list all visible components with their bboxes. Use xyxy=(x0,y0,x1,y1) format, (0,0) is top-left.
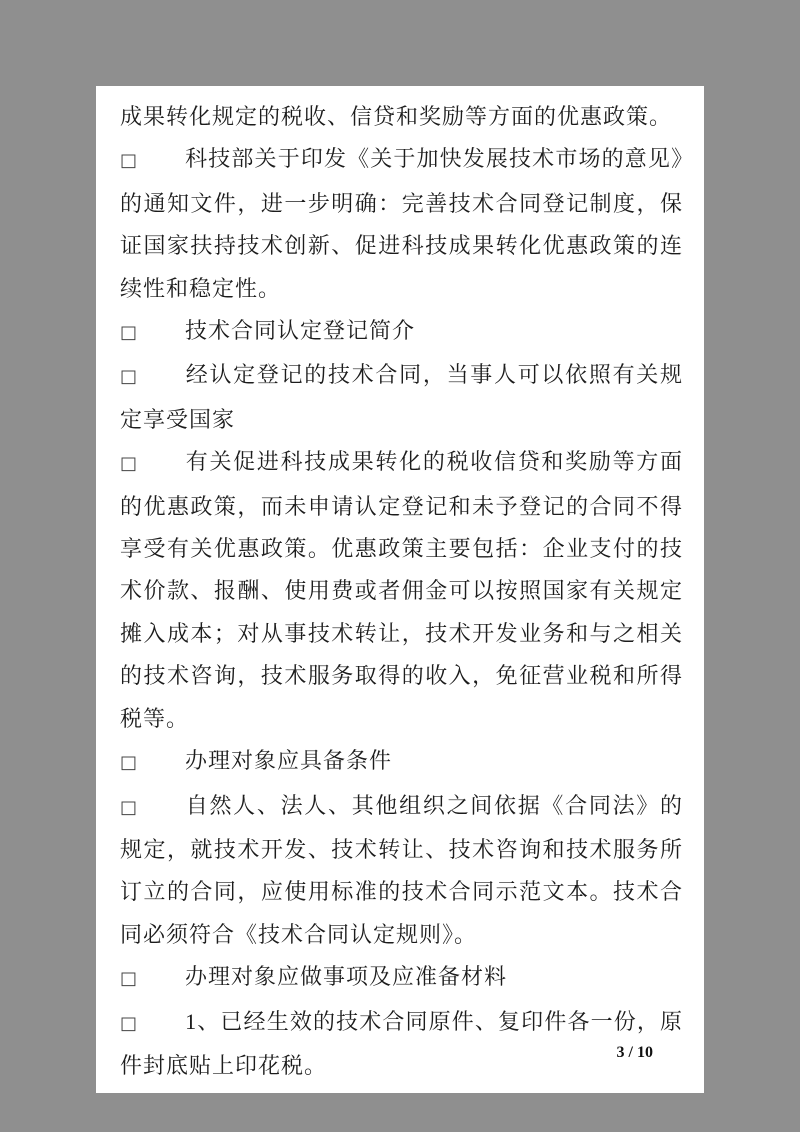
tofu-marker-icon: □ xyxy=(120,366,138,388)
paragraph xyxy=(120,785,683,957)
paragraph-text: 科技部关于印发《关于加快发展技术市场的意见》的通知文件，进一步明确：完善技术合同登记制度，保证国家扶持技术创新、促进科技成果转化优惠政策的连续性和稳定性。 xyxy=(120,146,683,301)
paragraph-text: 自然人、法人、其他组织之间依据《合同法》的规定，就技术开发、技术转让、技术咨询和技术服务所订立的合同，应使用标准的技术合同示范文本。技术合同必须符合《技术合同认定规则》。 xyxy=(120,792,683,947)
tofu-marker-icon: □ xyxy=(120,150,138,172)
paragraph-text: 经认定登记的技术合同，当事人可以依照有关规定享受国家 xyxy=(120,362,683,432)
paragraph-text: 1、已经生效的技术合同原件、复印件各一份，原件封底贴上印花税。 xyxy=(120,1008,683,1078)
document-body xyxy=(120,96,683,1087)
paragraph-text: 办理对象应具备条件 xyxy=(185,748,393,774)
document-page xyxy=(96,86,704,1093)
tofu-marker-icon: □ xyxy=(120,796,138,818)
paragraph xyxy=(120,96,683,138)
paragraph xyxy=(120,1001,683,1088)
paragraph-text: 技术合同认定登记简介 xyxy=(185,318,416,344)
paragraph-text: 办理对象应做事项及应准备材料 xyxy=(185,964,508,990)
tofu-marker-icon: □ xyxy=(120,453,138,475)
paragraph-heading xyxy=(120,956,683,1000)
tofu-marker-icon: □ xyxy=(120,752,138,774)
paragraph-text: 有关促进科技成果转化的税收信贷和奖励等方面的优惠政策，而未申请认定登记和未予登记的合同不得享受有关优惠政策。优惠政策主要包括：企业支付的技术价款、报酬、使用费或者佣金可以按照国家有关规定摊入成本；对从事技术转让，技术开发业务和与之相关的技术咨询，技术服务取得的收入，免征营业税和所得税等。 xyxy=(120,449,683,731)
paragraph-text: 成果转化规定的税收、信贷和奖励等方面的优惠政策。 xyxy=(120,104,673,129)
paragraph-heading xyxy=(120,310,683,354)
tofu-marker-icon: □ xyxy=(120,968,138,990)
tofu-marker-icon: □ xyxy=(120,322,138,344)
paragraph xyxy=(120,441,683,740)
page-indicator: 3 / 10 xyxy=(616,1044,653,1061)
paragraph xyxy=(120,354,683,441)
paragraph-heading xyxy=(120,740,683,784)
paragraph xyxy=(120,138,683,310)
tofu-marker-icon: □ xyxy=(120,1012,138,1034)
